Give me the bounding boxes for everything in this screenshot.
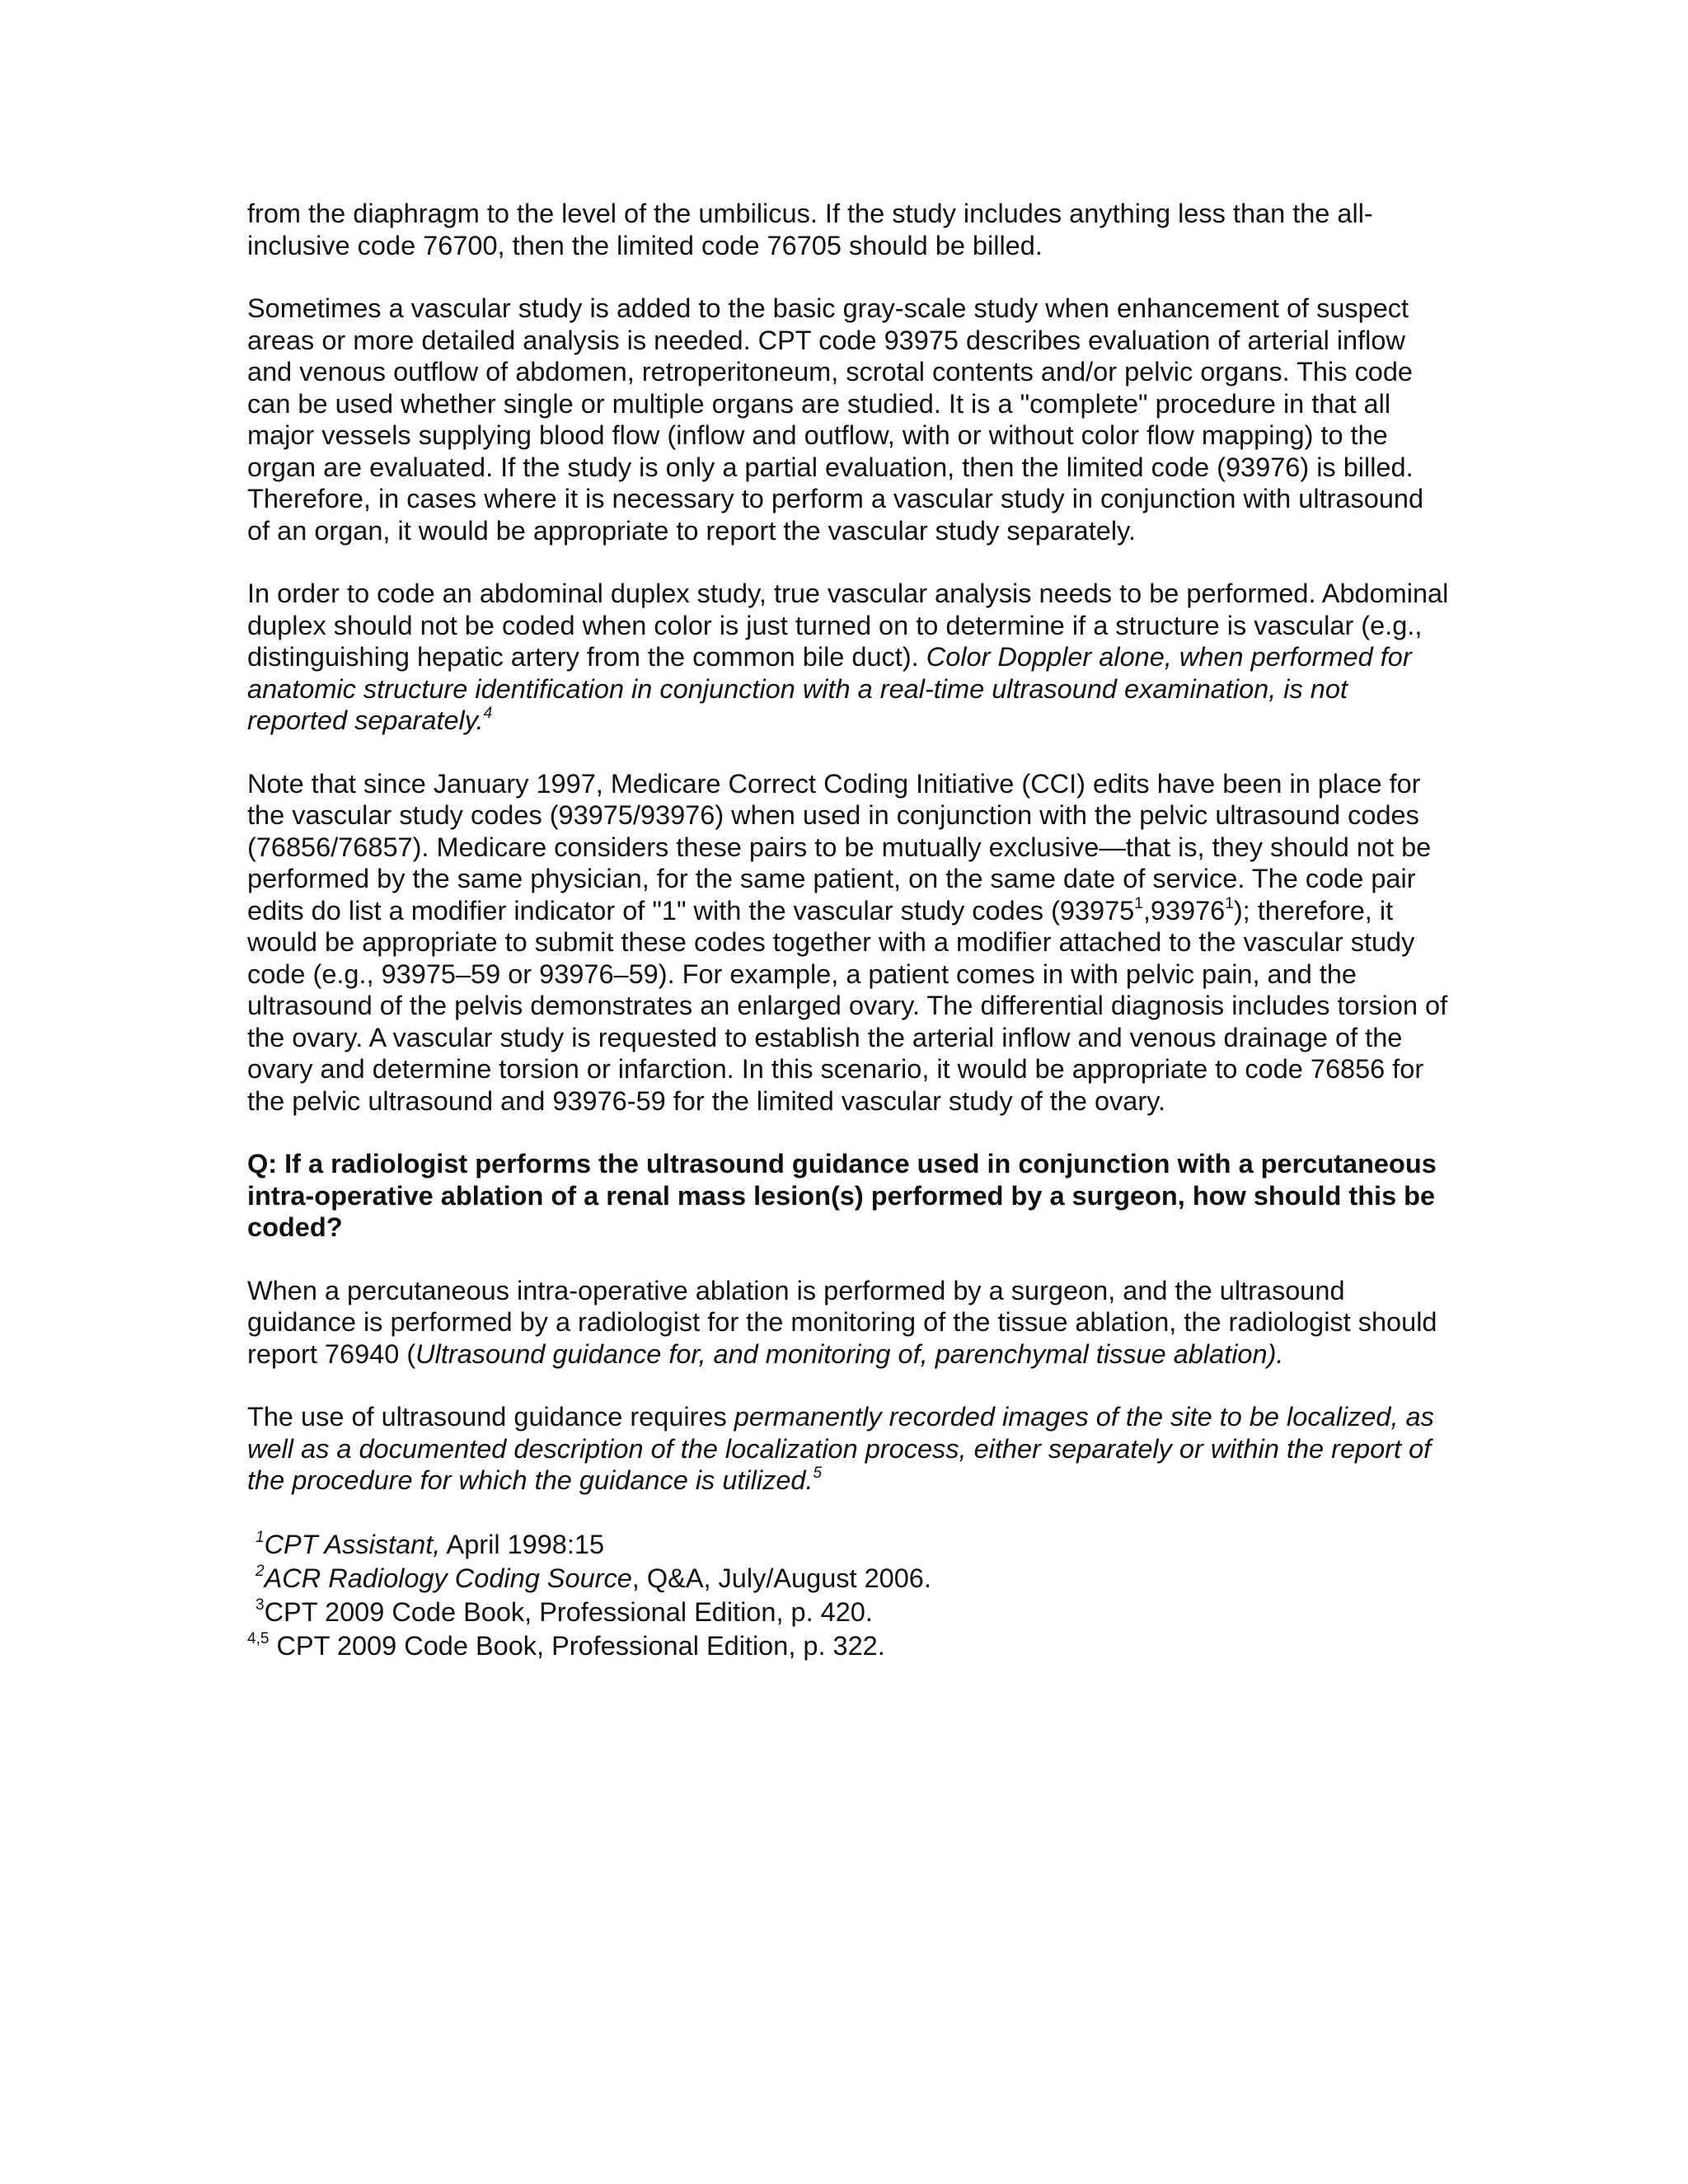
italic-code-description: Ultrasound guidance for, and monitoring of, parenchymal tissue ablation).: [415, 1338, 1284, 1369]
document-page: [247, 198, 1451, 1663]
paragraph-intro: from the diaphragm to the level of the umbilicus. If the study includes anything less than the all-inclusive code 76700, then the limited code 76705 should be billed.: [247, 199, 1373, 260]
question-heading: Q: If a radiologist performs the ultrasound guidance used in conjunction with a percutaneous intra-operative ablation of a renal mass lesion(s) performed by a surgeon, how should this be coded?: [247, 1149, 1437, 1242]
footnote-1: $^1$CPT Assistant, April 1998:15: [256, 1528, 605, 1559]
paragraph-answer: When a percutaneous intra-operative ablation is performed by a surgeon, and the ultrasound guidance is performed by a radiologist for the monitoring of the tissue ablation, the radiologist should report 76940 (Ultrasound guidance for, and monitoring of, parenchymal tissue ablation).: [247, 1275, 1437, 1369]
footnote-2: $^2$ACR Radiology Coding Source, Q&A, July/August 2006.: [256, 1562, 931, 1593]
footnote-ref: 5: [813, 1465, 823, 1482]
footnote-ref: 1: [1225, 894, 1234, 912]
paragraph-vascular-study: Sometimes a vascular study is added to the basic gray-scale study when enhancement of suspect areas or more detailed analysis is needed. CPT code 93975 describes evaluation of arterial inflow and venous outflow of abdomen, retroperitoneum, scrotal contents and/or pelvic organs. This code can be used whether single or multiple organs are studied. It is a "complete" procedure in that all major vessels supplying blood flow (inflow and outflow, with or without color flow mapping) to the organ are evaluated. If the study is only a partial evaluation, then the limited code (93976) is billed. Therefore, in cases where it is necessary to perform a vascular study in conjunction with ultrasound of an organ, it would be appropriate to report the vascular study separately.: [247, 293, 1424, 546]
italic-quote: permanently recorded images of the site to be localized, as well as a documented description of the localization process, either separately or within the report of the procedure for which the guidance is utilized.$^5$: [247, 1402, 1434, 1495]
footnote-4-5: $^{4,5}$ CPT 2009 Code Book, Professional Edition, p. 322.: [247, 1629, 885, 1661]
paragraph-text: In order to code an abdominal duplex study, true vascular analysis needs to be performed. Abdominal duplex should not be coded when color is just turned on to determine if a structure is vascular (e.g., distinguishing hepatic artery from the common bile duct).: [247, 579, 1449, 672]
paragraph-cci-edits: Note that since January 1997, Medicare Correct Coding Initiative (CCI) edits have been in place for the vascular study codes (93975/93976) when used in conjunction with the pelvic ultrasound codes (76856/76857). Medicare considers these pairs to be mutually exclusive—that is, they should not be performed by the same physician, for the same patient, on the same date of service. The code pair edits do list a modifier indicator of "1" with the vascular study codes (93975$^1$,93976$^1$); therefore, it would be appropriate to submit these codes together with a modifier attached to the vascular study code (e.g., 93975–59 or 93976–59). For example, a patient comes in with pelvic pain, and the ultrasound of the pelvis demonstrates an enlarged ovary. The differential diagnosis includes torsion of the ovary. A vascular study is requested to establish the arterial inflow and venous drainage of the ovary and determine torsion or infarction. In this scenario, it would be appropriate to code 76856 for the pelvic ultrasound and 93976-59 for the limited vascular study of the ovary.: [247, 768, 1448, 1116]
footnote-ref: 1: [1134, 894, 1143, 912]
italic-quote: Color Doppler alone, when performed for anatomic structure identification in conjunction with a real-time ultrasound examination, is not reported separately.$^4$: [247, 642, 1412, 735]
paragraph-abdominal-duplex: [247, 578, 1451, 737]
paragraph-guidance-requirements: The use of ultrasound guidance requires permanently recorded images of the site to be localized, as well as a documented description of the localization process, either separately or within the report of the procedure for which the guidance is utilized.$^5$: [247, 1402, 1434, 1495]
footnote-ref: 4: [483, 705, 493, 722]
footnotes: [247, 1528, 1451, 1663]
footnote-3: $^3$CPT 2009 Code Book, Professional Edition, p. 420.: [256, 1596, 873, 1627]
